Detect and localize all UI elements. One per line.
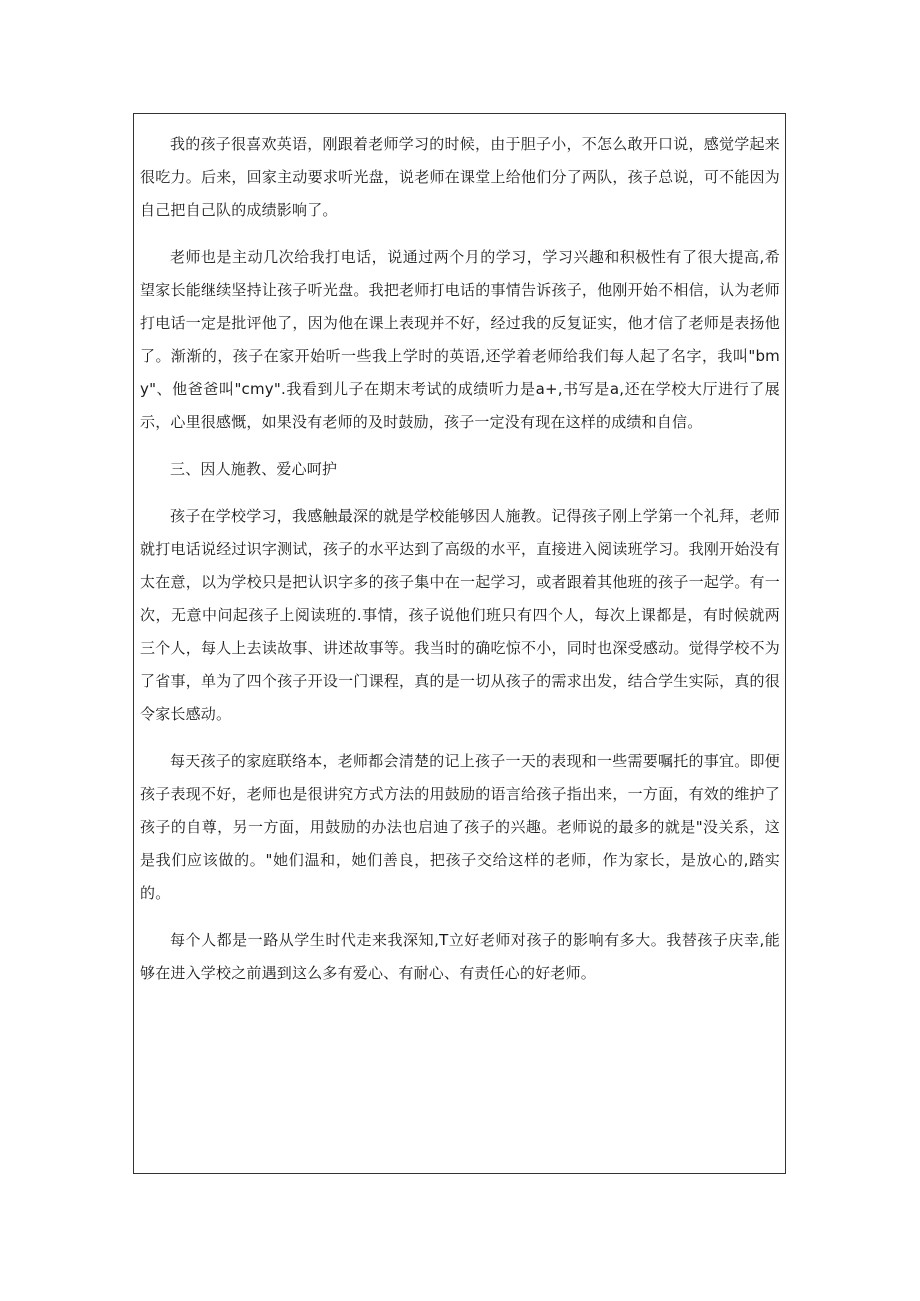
paragraph-contact-book: 每天孩子的家庭联络本，老师都会清楚的记上孩子一天的表现和一些需要嘱托的事宜。即便孩子表现不好，老师也是很讲究方式方法的用鼓励的语言给孩子指出来，一方面，有效的维护了孩子的自尊，另一方面，用鼓励的办法也启迪了孩子的兴趣。老师说的最多的就是"没关系，这是我们应该做的。"她们温和，她们善良，把孩子交给这样的老师，作为家长，是放心的,踏实的。 (140, 752, 780, 902)
paragraph-teacher-calls: 老师也是主动几次给我打电话，说通过两个月的学习，学习兴趣和积极性有了很大提高,希望家长能继续坚持让孩子听光盘。我把老师打电话的事情告诉孩子，他刚开始不相信，认为老师打电话一定是批评他了，因为他在课上表现并不好，经过我的反复证实，他才信了老师是表扬他了。渐渐的，孩子在家开始听一些我上学时的英语,还学着老师给我们每人起了名字，我叫"bmy"、他爸爸叫"cmy".我看到儿子在期末考试的成绩听力是a+,书写是a,还在学校大厅进行了展示，心里很感慨，如果没有老师的及时鼓励，孩子一定没有现在这样的成绩和自信。 (140, 248, 780, 431)
paragraph-individualized-teaching: 孩子在学校学习，我感触最深的就是学校能够因人施教。记得孩子刚上学第一个礼拜，老师就打电话说经过识字测试，孩子的水平达到了高级的水平，直接进入阅读班学习。我刚开始没有太在意，以为学校只是把认识字多的孩子集中在一起学习，或者跟着其他班的孩子一起学。有一次，无意中问起孩子上阅读班的.事情，孩子说他们班只有四个人，每次上课都是，有时候就两三个人，每人上去读故事、讲述故事等。我当时的确吃惊不小，同时也深受感动。觉得学校不为了省事，单为了四个孩子开设一门课程，真的是一切从孩子的需求出发，结合学生实际，真的很令家长感动。 (140, 507, 780, 723)
section-heading: 三、因人施教、爱心呵护 (170, 460, 338, 478)
paragraph-english-learning: 我的孩子很喜欢英语，刚跟着老师学习的时候，由于胆子小，不怎么敢开口说，感觉学起来很吃力。后来，回家主动要求听光盘，说老师在课堂上给他们分了两队，孩子总说，可不能因为自己把自己队的成绩影响了。 (140, 135, 780, 219)
page-border (133, 113, 786, 1174)
document-body (140, 128, 780, 1004)
paragraph-conclusion: 每个人都是一路从学生时代走来我深知,T立好老师对孩子的影响有多大。我替孩子庆幸,能够在进入学校之前遇到这么多有爱心、有耐心、有责任心的好老师。 (140, 931, 780, 982)
